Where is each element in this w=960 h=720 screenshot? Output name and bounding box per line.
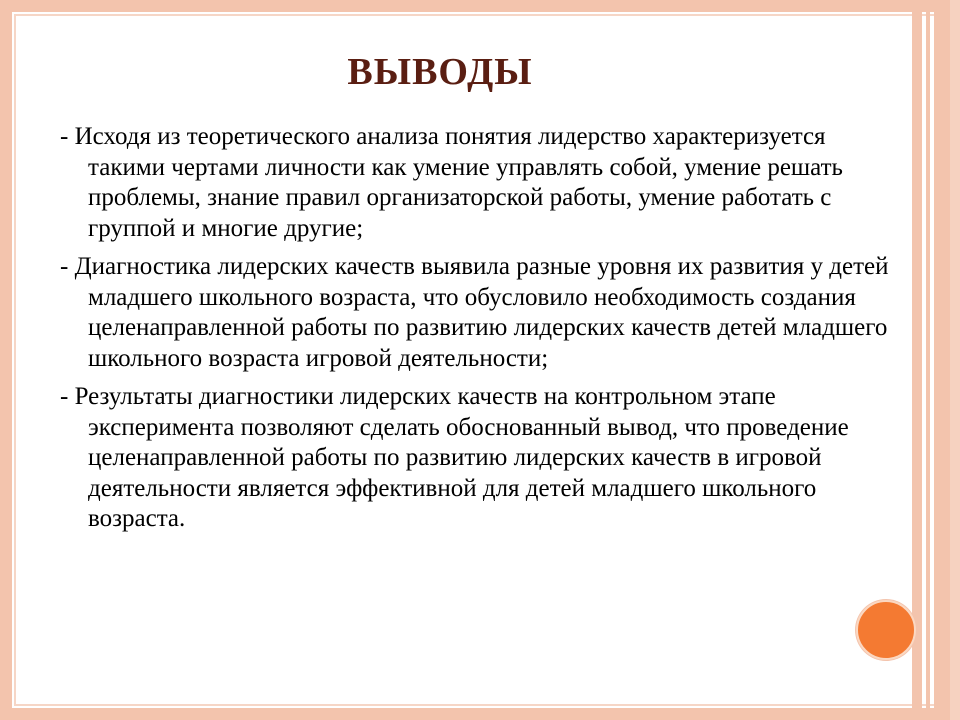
decorative-stripe <box>926 0 930 720</box>
decorative-stripe <box>934 0 948 720</box>
conclusion-paragraph-3: - Результаты диагностики лидерских качеств на контрольном этапе эксперимента позволяют сделать обоснованный вывод, что проведение целенаправленной работы по развитию лидерских качеств в игровой деятельности является эффективной для детей младшего школьного возраста. <box>60 383 849 532</box>
slide-body <box>60 122 900 543</box>
decorative-stripe <box>912 0 922 720</box>
conclusion-paragraph-1: - Исходя из теоретического анализа понятия лидерство характеризуется такими чертами личности как умение управлять собой, умение решать проблемы, знание правил организаторской работы, умение работать с группой и многие другие; <box>60 123 843 242</box>
decorative-circle-icon <box>856 600 916 660</box>
conclusion-paragraph-2: - Диагностика лидерских качеств выявила разные уровня их развития у детей младшего школьного возраста, что обусловило необходимость создания целенаправленной работы по развитию лидерских качеств детей младшего школьного возраста игровой деятельности; <box>60 253 889 372</box>
slide-title: ВЫВОДЫ <box>347 51 533 93</box>
decorative-stripe <box>950 0 960 720</box>
